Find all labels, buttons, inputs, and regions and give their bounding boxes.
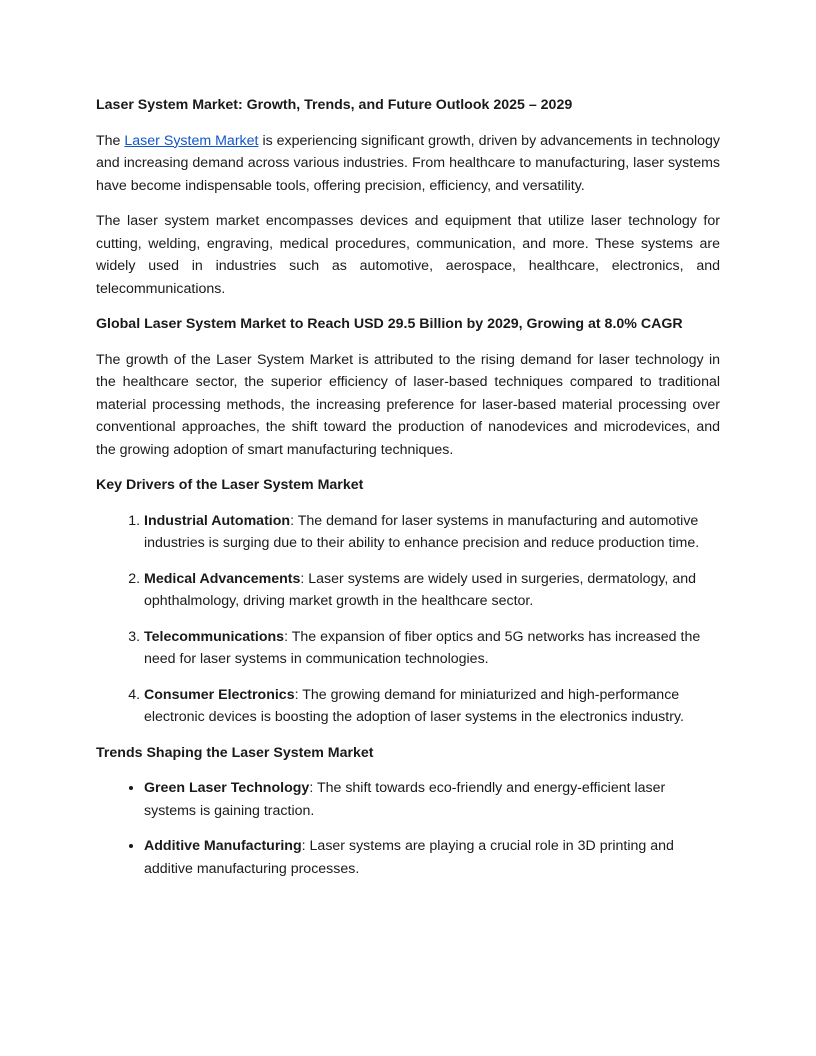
driver-term: Industrial Automation bbox=[144, 512, 291, 529]
document-page bbox=[96, 94, 720, 893]
key-drivers-list bbox=[96, 510, 720, 729]
driver-text: : The expansion of fiber optics and 5G networks has increased the need for laser systems in communication technologies. bbox=[144, 628, 701, 667]
list-item bbox=[144, 568, 720, 613]
driver-text: : The demand for laser systems in manufacturing and automotive industries is surging due to their ability to enhance precision and reduce production time. bbox=[144, 512, 700, 551]
trend-term: Additive Manufacturing bbox=[144, 838, 302, 854]
intro-suffix: is experiencing significant growth, driven by advancements in technology and increasing demand across various industries. From healthcare to manufacturing, laser systems have become indispensable tools, offering precision, efficiency, and versatility. bbox=[96, 132, 720, 194]
trend-text: : The shift towards eco-friendly and energy-efficient laser systems is gaining traction. bbox=[144, 780, 666, 819]
global-market-heading: Global Laser System Market to Reach USD 29.5 Billion by 2029, Growing at 8.0% CAGR bbox=[96, 316, 683, 332]
trend-term: Green Laser Technology bbox=[144, 780, 310, 796]
list-item bbox=[144, 777, 720, 822]
key-drivers-heading: Key Drivers of the Laser System Market bbox=[96, 477, 364, 493]
global-market-paragraph: The growth of the Laser System Market is attributed to the rising demand for laser technology in the healthcare sector, the superior efficiency of laser-based techniques compared to traditional material processing methods, the increasing preference for laser-based material processing over conventional approaches, the shift toward the production of nanodevices and microdevices, and the growing adoption of smart manufacturing techniques. bbox=[96, 351, 720, 458]
document-title: Laser System Market: Growth, Trends, and Future Outlook 2025 – 2029 bbox=[96, 97, 573, 113]
intro-prefix: The bbox=[96, 132, 125, 149]
trends-list bbox=[96, 777, 720, 880]
list-item bbox=[144, 510, 720, 555]
driver-term: Medical Advancements bbox=[144, 570, 301, 587]
list-item bbox=[144, 835, 720, 880]
list-item bbox=[144, 626, 720, 671]
driver-term: Telecommunications bbox=[144, 628, 285, 645]
driver-text: : Laser systems are widely used in surgeries, dermatology, and ophthalmology, driving market growth in the healthcare sector. bbox=[144, 570, 696, 609]
trends-heading: Trends Shaping the Laser System Market bbox=[96, 744, 374, 761]
driver-text: : The growing demand for miniaturized and high-performance electronic devices is boosting the adoption of laser systems in the electronics industry. bbox=[144, 686, 684, 725]
trend-text: : Laser systems are playing a crucial role in 3D printing and additive manufacturing processes. bbox=[144, 838, 674, 877]
intro-paragraph bbox=[96, 130, 720, 198]
list-item bbox=[144, 684, 720, 729]
driver-term: Consumer Electronics bbox=[144, 686, 295, 703]
laser-system-market-link[interactable]: Laser System Market bbox=[124, 132, 259, 149]
market-overview-paragraph: The laser system market encompasses devices and equipment that utilize laser technology for cutting, welding, engraving, medical procedures, communication, and more. These systems are widely used in industries such as automotive, aerospace, healthcare, electronics, and telecommunications. bbox=[96, 213, 720, 297]
